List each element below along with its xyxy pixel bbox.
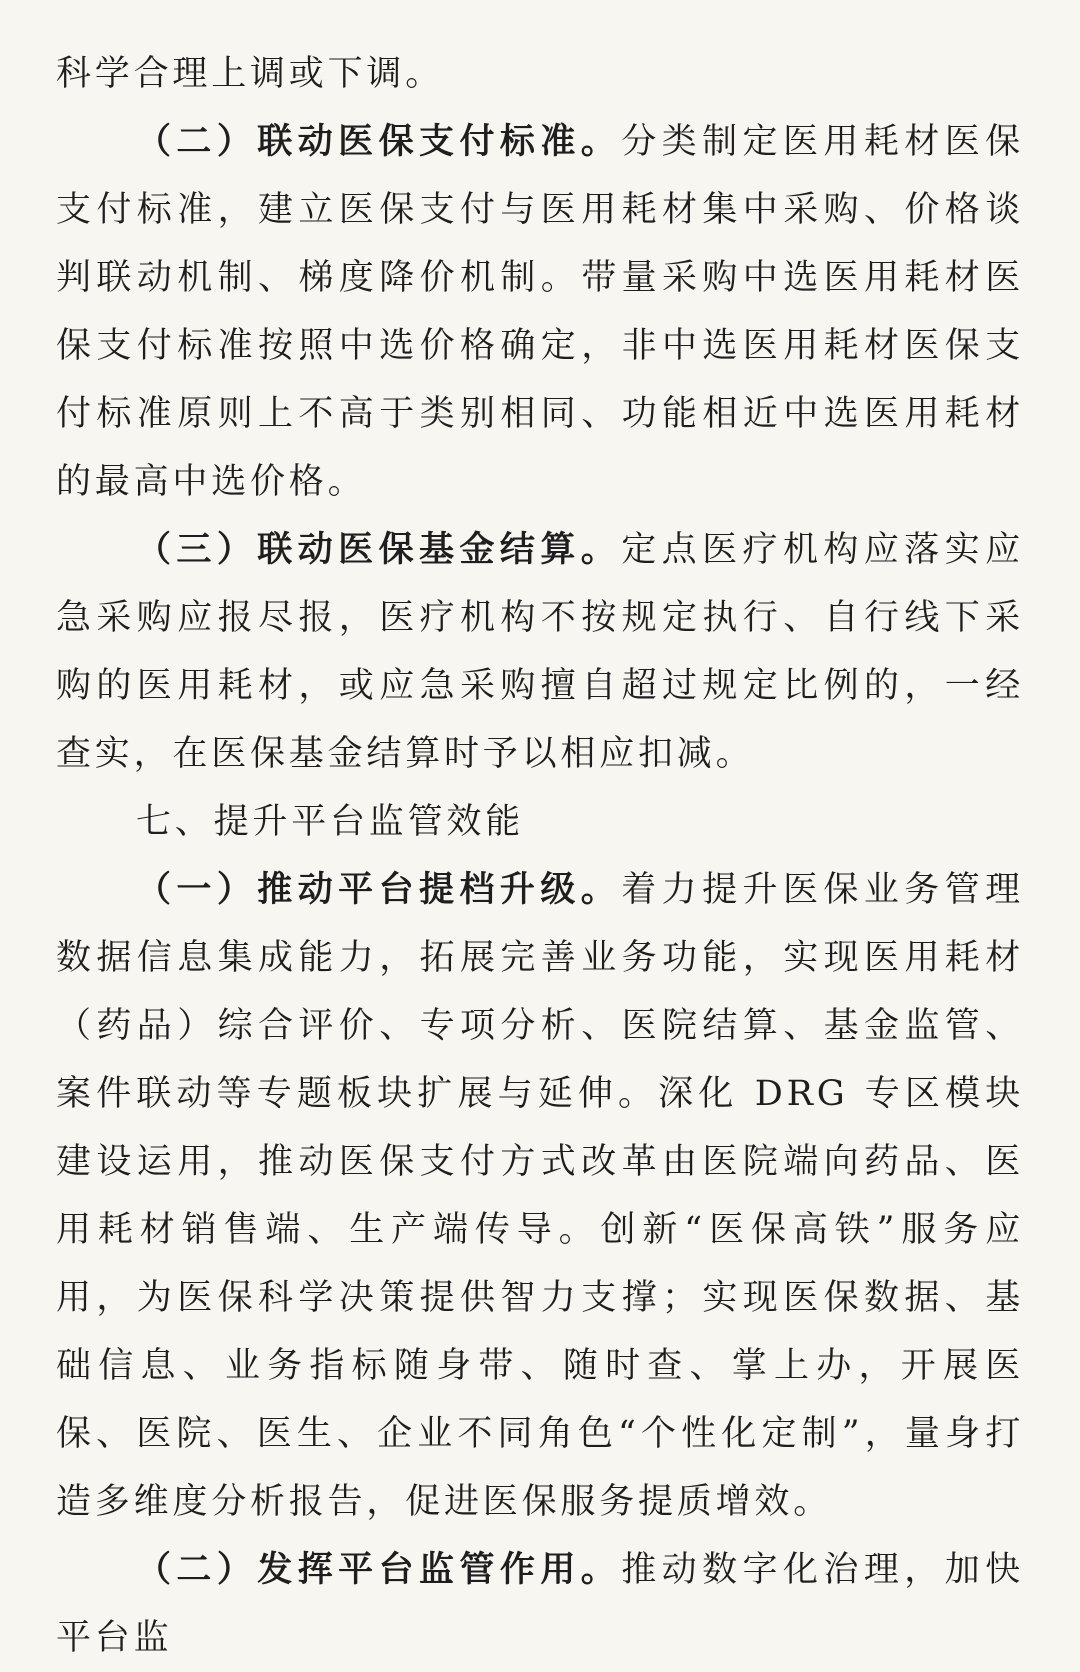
paragraph-text: 着力提升医保业务管理数据信息集成能力，拓展完善业务功能，实现医用耗材（药品）综合评价、专项分析、医院结算、基金监管、案件联动等专题板块扩展与延伸。深化 DRG 专区模块建设运用，推动医保支付方式改革由医院端向药品、医用耗材销售端、生产端传导。创新“医保高铁”服务应用，为医保科学决策提供智力支撑；实现医保数据、基础信息、业务指标随身带、随时查、掌上办，开展医保、医院、医生、企业不同角色“个性化定制”，量身打造多维度分析报告，促进医保服务提质增效。 xyxy=(56,870,1024,1522)
paragraph-platform-supervision xyxy=(56,1536,1024,1672)
paragraph-text: 科学合理上调或下调。 xyxy=(56,54,445,94)
paragraph-platform-upgrade xyxy=(56,856,1024,1536)
paragraph-title: （二）发挥平台监管作用。 xyxy=(136,1549,622,1590)
paragraph-fund-settlement xyxy=(56,516,1024,788)
section-heading: 七、提升平台监管效能 xyxy=(136,802,525,842)
paragraph-text: 分类制定医用耗材医保支付标准，建立医保支付与医用耗材集中采购、价格谈判联动机制、梯度降价机制。带量采购中选医用耗材医保支付标准按照中选价格确定，非中选医用耗材医保支付标准原则上不高于类别相同、功能相近中选医用耗材的最高中选价格。 xyxy=(56,122,1024,502)
paragraph-title: （一）推动平台提档升级。 xyxy=(136,869,622,910)
paragraph-title: （二）联动医保支付标准。 xyxy=(136,121,622,162)
paragraph-text: 定点医疗机构应落实应急采购应报尽报，医疗机构不按规定执行、自行线下采购的医用耗材，或应急采购擅自超过规定比例的，一经查实，在医保基金结算时予以相应扣减。 xyxy=(56,530,1024,774)
paragraph-continuation xyxy=(56,40,1024,108)
paragraph-medical-insurance-payment xyxy=(56,108,1024,516)
paragraph-text: 推动数字化治理，加快平台监 xyxy=(56,1550,1024,1658)
paragraph-title: （三）联动医保基金结算。 xyxy=(136,529,622,570)
